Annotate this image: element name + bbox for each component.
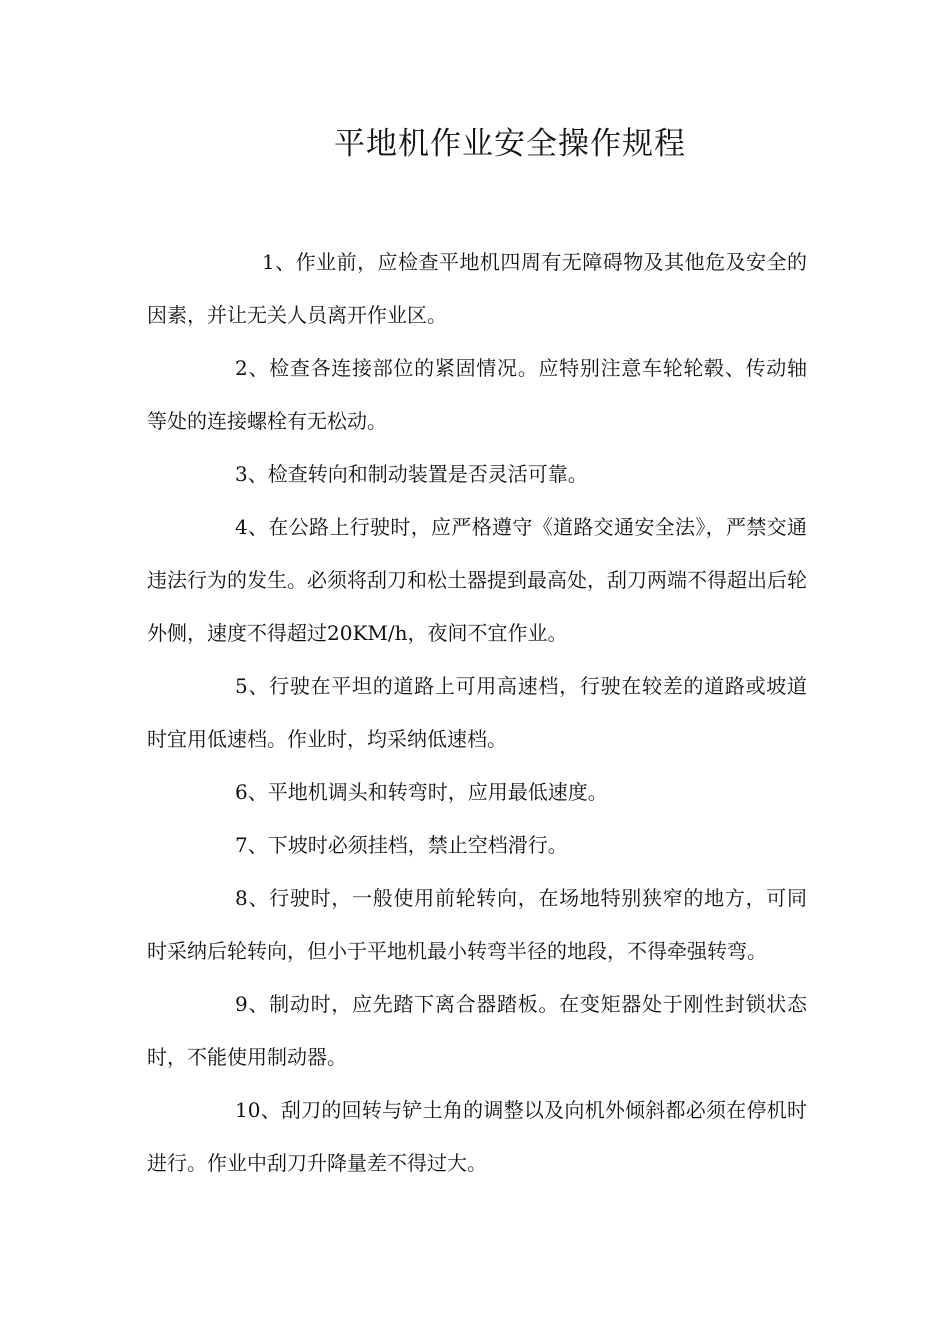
paragraph-9: 9、制动时，应先踏下离合器踏板。在变矩器处于刚性封锁状态时，不能使用制动器。 [147, 992, 807, 1069]
paragraph-6: 6、平地机调头和转弯时，应用最低速度。 [235, 780, 608, 804]
paragraph-5: 5、行驶在平坦的道路上可用高速档，行驶在较差的道路或坡道时宜用低速档。作业时，均采纳低速档。 [147, 674, 807, 751]
paragraph-10: 10、刮刀的回转与铲土角的调整以及向机外倾斜都必须在停机时进行。作业中刮刀升降量差不得过大。 [147, 1098, 807, 1175]
paragraph-4: 4、在公路上行驶时，应严格遵守《道路交通安全法》，严禁交通违法行为的发生。必须将刮刀和松土器提到最高处，刮刀两端不得超出后轮外侧，速度不得超过20KM/h，夜间不宜作业。 [147, 515, 807, 645]
paragraph-2: 2、检查各连接部位的紧固情况。应特别注意车轮轮毂、传动轴等处的连接螺栓有无松动。 [147, 356, 807, 433]
document-body [147, 236, 807, 1190]
paragraph-1: 1、作业前，应检查平地机四周有无障碍物及其他危及安全的因素，并让无关人员离开作业区。 [147, 250, 807, 327]
document-title: 平地机作业安全操作规程 [334, 126, 686, 162]
paragraph-3: 3、检查转向和制动装置是否灵活可靠。 [235, 462, 588, 486]
paragraph-7: 7、下坡时必须挂档，禁止空档滑行。 [235, 833, 568, 857]
paragraph-8: 8、行驶时，一般使用前轮转向，在场地特别狭窄的地方，可同时采纳后轮转向，但小于平地机最小转弯半径的地段，不得牵强转弯。 [147, 886, 807, 963]
